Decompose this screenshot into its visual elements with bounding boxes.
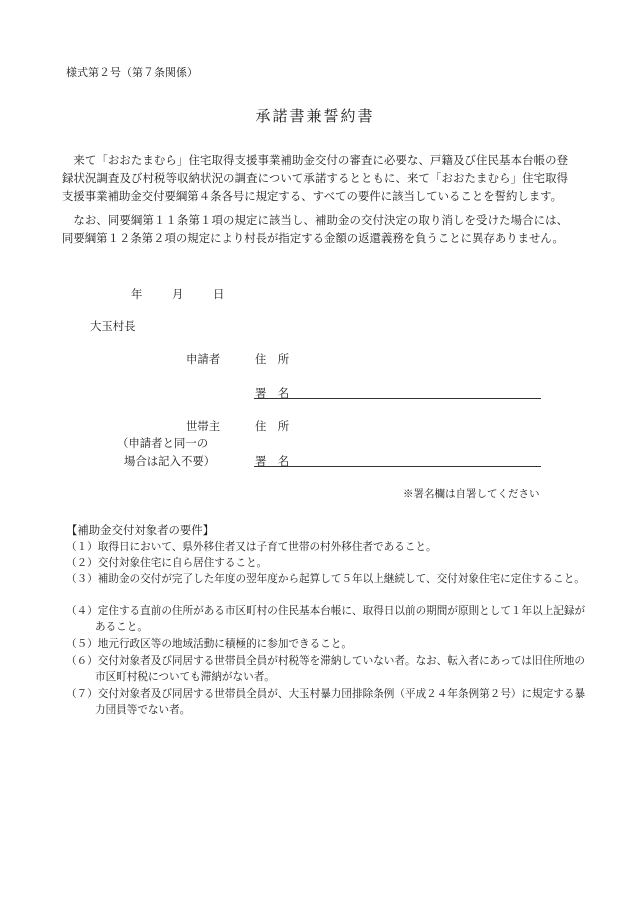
applicant-address-label: 住 所	[255, 352, 290, 366]
requirement-item: （５）地元行政区等の地域活動に積極的に参加できること。	[66, 638, 353, 650]
household-head-name-label: 署 名	[255, 454, 290, 468]
refund-paragraph: なお、同要綱第１１条第１項の規定に該当し、補助金の交付決定の取り消しを受けた場合には、同要綱第１２条第２項の規定により村長が指定する金額の返還義務を負うことに異存ありません。	[62, 213, 568, 245]
requirement-item: （１）取得日において、県外移住者又は子育て世帯の村外移住者であること。	[66, 541, 437, 553]
applicant-name-label: 署 名	[255, 386, 290, 400]
applicant-role-label: 申請者	[186, 352, 221, 366]
signature-note: ※署名欄は自署してください	[403, 488, 540, 500]
document-title: 承諾書兼誓約書	[255, 107, 375, 125]
household-head-role-label: 世帯主	[186, 419, 221, 433]
household-head-note-line1: （申請者と同一の	[117, 436, 209, 450]
consent-paragraph: 来て「おおたまむら」住宅取得支援事業補助金交付の審査に必要な、戸籍及び住民基本台帳の登録状況調査及び村税等収納状況の調査について承諾するとともに、来て「おおたまむら」住宅取得支援事業補助金交付要綱第４条各号に規定する、すべての要件に該当していることを誓約します。	[62, 153, 568, 203]
requirement-item: （６）交付対象者及び同居する世帯員全員が村税等を滞納していない者。なお、転入者にあっては旧住所地の市区町村税についても滞納がない者。	[66, 655, 585, 683]
requirements-heading: 【補助金交付対象者の要件】	[66, 523, 215, 537]
applicant-signature-line[interactable]	[254, 398, 541, 399]
requirement-item: （３）補助金の交付が完了した年度の翌年度から起算して５年以上継続して、交付対象住宅に定住すること。	[66, 573, 585, 585]
requirement-item: （２）交付対象住宅に自ら居住すること。	[66, 557, 268, 569]
household-head-signature-line[interactable]	[254, 466, 541, 467]
household-head-address-label: 住 所	[255, 419, 290, 433]
date-day-label: 日	[213, 287, 225, 301]
requirement-item: （７）交付対象者及び同居する世帯員全員が、大玉村暴力団排除条例（平成２４年条例第２号）に規定する暴力団員等でない者。	[66, 688, 586, 716]
date-month-label: 月	[172, 287, 184, 301]
form-number: 様式第２号（第７条関係）	[66, 66, 198, 79]
requirement-item: （４）定住する直前の住所がある市区町村の住民基本台帳に、取得日以前の期間が原則として１年以上記録があること。	[66, 605, 586, 633]
date-year-label: 年	[131, 287, 143, 301]
household-head-note-line2: 場合は記入不要）	[124, 454, 216, 468]
recipient-name: 大玉村長	[90, 319, 136, 333]
